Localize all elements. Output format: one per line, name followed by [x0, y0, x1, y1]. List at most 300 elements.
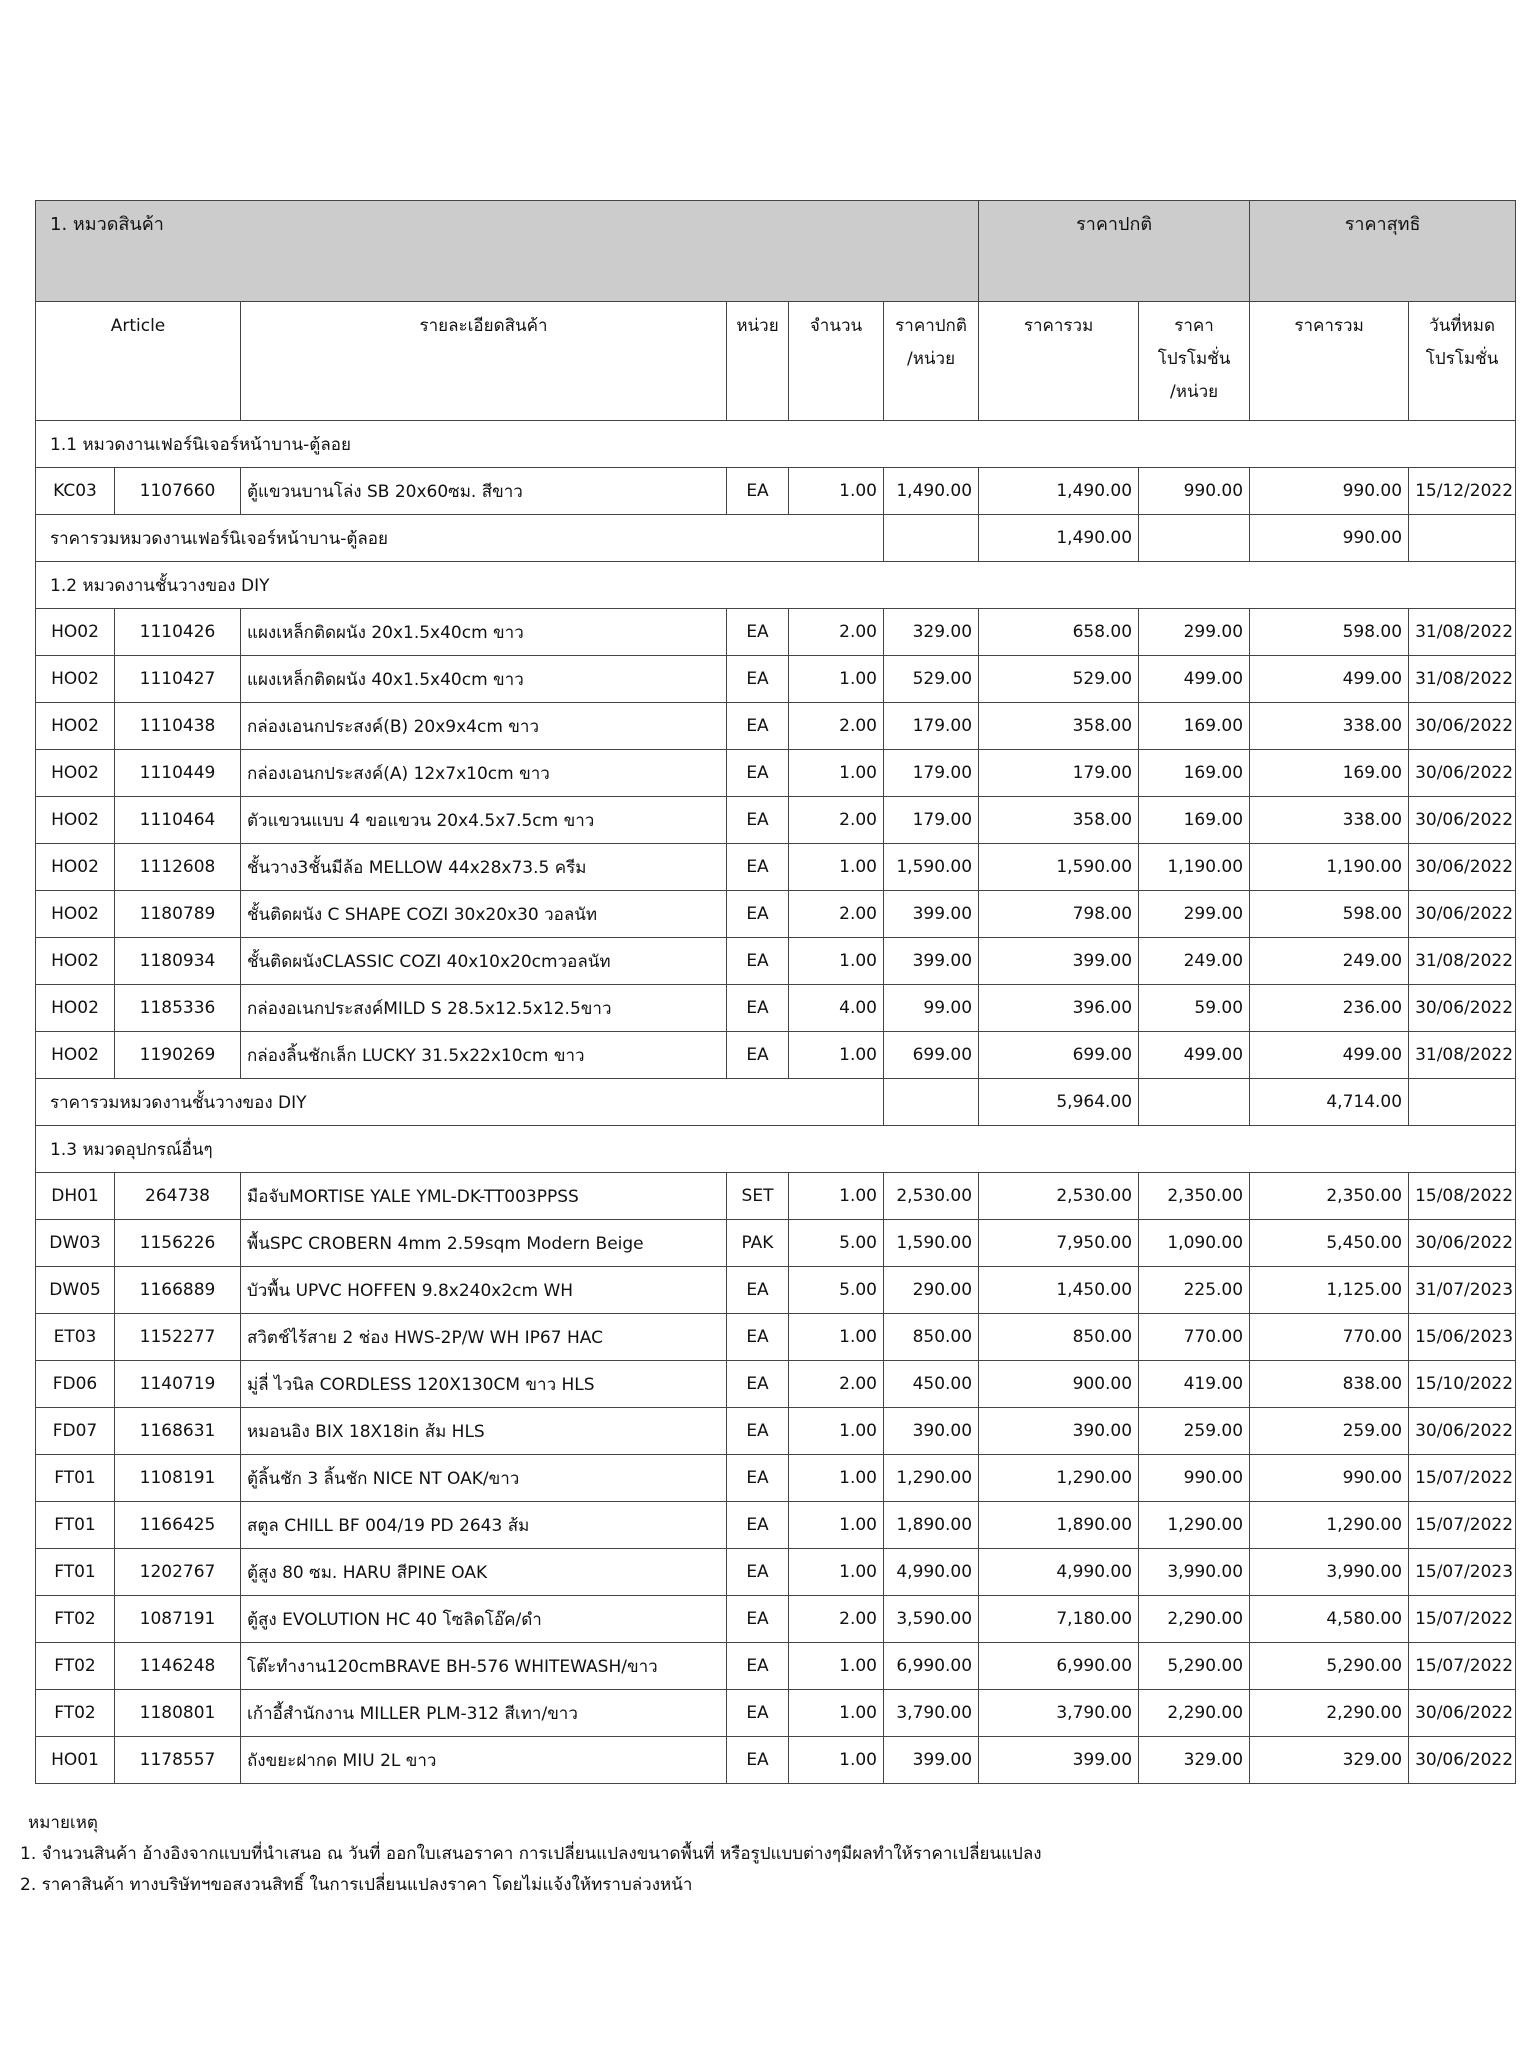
- item-promo-end: 30/06/2022: [1409, 797, 1516, 844]
- net-price-group-header: ราคาสุทธิ: [1250, 201, 1516, 302]
- item-promo-total: 4,580.00: [1250, 1596, 1409, 1643]
- item-qty: 2.00: [789, 797, 884, 844]
- item-unit-price: 179.00: [884, 750, 979, 797]
- item-promo-total: 1,290.00: [1250, 1502, 1409, 1549]
- item-description: กล่องเอนกประสงค์(B) 20x9x4cm ขาว: [241, 703, 727, 750]
- item-promo-price: 3,990.00: [1139, 1549, 1250, 1596]
- item-code: FT01: [36, 1455, 115, 1502]
- item-unit-price: 1,290.00: [884, 1455, 979, 1502]
- item-total: 2,530.00: [979, 1173, 1139, 1220]
- column-header-description: รายละเอียดสินค้า: [241, 302, 727, 421]
- item-promo-total: 598.00: [1250, 891, 1409, 938]
- table-row: [36, 1737, 1516, 1784]
- item-article: 1185336: [115, 985, 241, 1032]
- quotation-table: [35, 200, 1516, 1784]
- item-unit-price: 1,490.00: [884, 468, 979, 515]
- item-code: DW05: [36, 1267, 115, 1314]
- item-promo-price: 299.00: [1139, 891, 1250, 938]
- subtotal-promo: 990.00: [1250, 515, 1409, 562]
- item-promo-total: 5,450.00: [1250, 1220, 1409, 1267]
- item-promo-total: 2,290.00: [1250, 1690, 1409, 1737]
- item-description: โต๊ะทำงาน120cmBRAVE BH-576 WHITEWASH/ขาว: [241, 1643, 727, 1690]
- item-unit-price: 99.00: [884, 985, 979, 1032]
- note-item: 1. จำนวนสินค้า อ้างอิงจากแบบที่นำเสนอ ณ วันที่ ออกใบเสนอราคา การเปลี่ยนแปลงขนาดพื้นที่ หรือรูปแบบต่างๆมีผลทำให้ราคาเปลี่ยนแปลง: [20, 1844, 1042, 1864]
- item-code: HO02: [36, 985, 115, 1032]
- item-total: 358.00: [979, 797, 1139, 844]
- item-unit: EA: [727, 703, 789, 750]
- item-code: HO02: [36, 703, 115, 750]
- item-total: 850.00: [979, 1314, 1139, 1361]
- item-qty: 2.00: [789, 1361, 884, 1408]
- item-description: กล่องอเนกประสงค์MILD S 28.5x12.5x12.5ขาว: [241, 985, 727, 1032]
- subtotal-blank: [1409, 515, 1516, 562]
- item-unit: EA: [727, 1455, 789, 1502]
- item-code: DH01: [36, 1173, 115, 1220]
- item-description: แผงเหล็กติดผนัง 20x1.5x40cm ขาว: [241, 609, 727, 656]
- item-description: พื้นSPC CROBERN 4mm 2.59sqm Modern Beige: [241, 1220, 727, 1267]
- item-code: FT02: [36, 1643, 115, 1690]
- item-total: 1,490.00: [979, 468, 1139, 515]
- item-qty: 1.00: [789, 1690, 884, 1737]
- item-unit: SET: [727, 1173, 789, 1220]
- item-article: 1180934: [115, 938, 241, 985]
- item-promo-price: 329.00: [1139, 1737, 1250, 1784]
- item-promo-end: 31/08/2022: [1409, 938, 1516, 985]
- column-header-total: ราคารวม: [979, 302, 1139, 421]
- table-row: [36, 1361, 1516, 1408]
- item-article: 1156226: [115, 1220, 241, 1267]
- item-code: HO02: [36, 750, 115, 797]
- item-promo-price: 259.00: [1139, 1408, 1250, 1455]
- item-promo-end: 15/07/2023: [1409, 1549, 1516, 1596]
- item-promo-price: 2,290.00: [1139, 1596, 1250, 1643]
- item-qty: 1.00: [789, 1502, 884, 1549]
- item-description: ชั้นติดผนัง C SHAPE COZI 30x20x30 วอลนัท: [241, 891, 727, 938]
- item-description: กล่องลิ้นชักเล็ก LUCKY 31.5x22x10cm ขาว: [241, 1032, 727, 1079]
- item-code: FT01: [36, 1502, 115, 1549]
- item-promo-total: 2,350.00: [1250, 1173, 1409, 1220]
- column-header-promo-price: [1139, 302, 1250, 421]
- section-title: 1.1 หมวดงานเฟอร์นิเจอร์หน้าบาน-ตู้ลอย: [36, 421, 1516, 468]
- item-code: FT02: [36, 1690, 115, 1737]
- item-qty: 2.00: [789, 1596, 884, 1643]
- item-code: HO02: [36, 1032, 115, 1079]
- header-group-row: [36, 201, 1516, 302]
- item-total: 1,290.00: [979, 1455, 1139, 1502]
- item-promo-price: 770.00: [1139, 1314, 1250, 1361]
- item-promo-end: 30/06/2022: [1409, 1690, 1516, 1737]
- item-article: 1180789: [115, 891, 241, 938]
- item-description: เก้าอี้สำนักงาน MILLER PLM-312 สีเทา/ขาว: [241, 1690, 727, 1737]
- table-row: [36, 468, 1516, 515]
- table-row: [36, 1220, 1516, 1267]
- item-promo-price: 169.00: [1139, 797, 1250, 844]
- item-description: แผงเหล็กติดผนัง 40x1.5x40cm ขาว: [241, 656, 727, 703]
- item-article: 1110449: [115, 750, 241, 797]
- item-code: HO02: [36, 797, 115, 844]
- item-qty: 1.00: [789, 1314, 884, 1361]
- table-row: [36, 656, 1516, 703]
- item-unit: EA: [727, 985, 789, 1032]
- item-unit: EA: [727, 1267, 789, 1314]
- item-description: ตัวแขวนแบบ 4 ขอแขวน 20x4.5x7.5cm ขาว: [241, 797, 727, 844]
- item-description: ตู้สูง 80 ซม. HARU สีPINE OAK: [241, 1549, 727, 1596]
- table-row: [36, 1643, 1516, 1690]
- item-total: 900.00: [979, 1361, 1139, 1408]
- item-description: สตูล CHILL BF 004/19 PD 2643 ส้ม: [241, 1502, 727, 1549]
- item-article: 1108191: [115, 1455, 241, 1502]
- item-unit: EA: [727, 844, 789, 891]
- item-promo-price: 499.00: [1139, 1032, 1250, 1079]
- item-article: 264738: [115, 1173, 241, 1220]
- item-article: 1166425: [115, 1502, 241, 1549]
- item-unit-price: 2,530.00: [884, 1173, 979, 1220]
- table-row: [36, 797, 1516, 844]
- category-title: 1. หมวดสินค้า: [36, 201, 979, 302]
- column-header-promo-end-line2: โปรโมชั่น: [1425, 349, 1499, 369]
- item-qty: 1.00: [789, 468, 884, 515]
- item-code: FT02: [36, 1596, 115, 1643]
- item-unit: PAK: [727, 1220, 789, 1267]
- table-row: [36, 1549, 1516, 1596]
- item-promo-price: 1,290.00: [1139, 1502, 1250, 1549]
- table-row: [36, 1267, 1516, 1314]
- item-promo-end: 15/08/2022: [1409, 1173, 1516, 1220]
- column-header-promo-end: [1409, 302, 1516, 421]
- item-unit-price: 399.00: [884, 1737, 979, 1784]
- item-unit-price: 179.00: [884, 797, 979, 844]
- table-row: [36, 1690, 1516, 1737]
- table-row: [36, 1032, 1516, 1079]
- item-unit-price: 699.00: [884, 1032, 979, 1079]
- table-row: [36, 985, 1516, 1032]
- item-promo-price: 1,090.00: [1139, 1220, 1250, 1267]
- item-promo-price: 2,290.00: [1139, 1690, 1250, 1737]
- item-promo-price: 169.00: [1139, 703, 1250, 750]
- item-total: 396.00: [979, 985, 1139, 1032]
- item-description: สวิตช์ไร้สาย 2 ช่อง HWS-2P/W WH IP67 HAC: [241, 1314, 727, 1361]
- item-total: 798.00: [979, 891, 1139, 938]
- item-total: 399.00: [979, 1737, 1139, 1784]
- item-promo-end: 15/10/2022: [1409, 1361, 1516, 1408]
- item-unit-price: 290.00: [884, 1267, 979, 1314]
- subtotal-blank: [1139, 1079, 1250, 1126]
- item-total: 6,990.00: [979, 1643, 1139, 1690]
- item-description: ชั้นวาง3ชั้นมีล้อ MELLOW 44x28x73.5 ครีม: [241, 844, 727, 891]
- item-promo-end: 30/06/2022: [1409, 750, 1516, 797]
- section-title: 1.3 หมวดอุปกรณ์อื่นๆ: [36, 1126, 1516, 1173]
- item-promo-end: 30/06/2022: [1409, 985, 1516, 1032]
- item-code: HO02: [36, 656, 115, 703]
- section-subtotal-row: [36, 515, 1516, 562]
- item-promo-end: 30/06/2022: [1409, 1408, 1516, 1455]
- section-subtotal-row: [36, 1079, 1516, 1126]
- item-promo-end: 30/06/2022: [1409, 1737, 1516, 1784]
- note-item: 2. ราคาสินค้า ทางบริษัทฯขอสงวนสิทธิ์ ในการเปลี่ยนแปลงราคา โดยไม่แจ้งให้ทราบล่วงหน้า: [20, 1875, 693, 1895]
- table-row: [36, 609, 1516, 656]
- item-article: 1202767: [115, 1549, 241, 1596]
- item-article: 1140719: [115, 1361, 241, 1408]
- item-article: 1110426: [115, 609, 241, 656]
- column-header-row: [36, 302, 1516, 421]
- item-qty: 1.00: [789, 938, 884, 985]
- item-qty: 1.00: [789, 750, 884, 797]
- item-unit-price: 1,590.00: [884, 844, 979, 891]
- item-promo-total: 598.00: [1250, 609, 1409, 656]
- subtotal-blank: [1139, 515, 1250, 562]
- item-promo-end: 30/06/2022: [1409, 1220, 1516, 1267]
- item-total: 7,180.00: [979, 1596, 1139, 1643]
- subtotal-promo: 4,714.00: [1250, 1079, 1409, 1126]
- item-promo-end: 15/07/2022: [1409, 1502, 1516, 1549]
- item-total: 529.00: [979, 656, 1139, 703]
- item-unit-price: 3,790.00: [884, 1690, 979, 1737]
- column-header-promo-total: ราคารวม: [1250, 302, 1409, 421]
- item-promo-total: 1,125.00: [1250, 1267, 1409, 1314]
- item-article: 1110438: [115, 703, 241, 750]
- item-promo-total: 259.00: [1250, 1408, 1409, 1455]
- item-description: ตู้แขวนบานโล่ง SB 20x60ซม. สีขาว: [241, 468, 727, 515]
- subtotal-blank: [1409, 1079, 1516, 1126]
- item-qty: 1.00: [789, 1173, 884, 1220]
- item-description: มือจับMORTISE YALE YML-DK-TT003PPSS: [241, 1173, 727, 1220]
- column-header-article: Article: [36, 302, 241, 421]
- item-promo-total: 499.00: [1250, 1032, 1409, 1079]
- item-description: บัวพื้น UPVC HOFFEN 9.8x240x2cm WH: [241, 1267, 727, 1314]
- item-promo-total: 838.00: [1250, 1361, 1409, 1408]
- item-unit-price: 850.00: [884, 1314, 979, 1361]
- item-qty: 5.00: [789, 1267, 884, 1314]
- item-article: 1087191: [115, 1596, 241, 1643]
- item-promo-end: 30/06/2022: [1409, 891, 1516, 938]
- item-promo-price: 2,350.00: [1139, 1173, 1250, 1220]
- item-unit-price: 390.00: [884, 1408, 979, 1455]
- table-row: [36, 844, 1516, 891]
- subtotal-label: ราคารวมหมวดงานชั้นวางของ DIY: [36, 1079, 884, 1126]
- item-total: 699.00: [979, 1032, 1139, 1079]
- column-header-unit-price: [884, 302, 979, 421]
- item-total: 1,590.00: [979, 844, 1139, 891]
- notes-title: หมายเหตุ: [28, 1813, 98, 1833]
- item-unit-price: 329.00: [884, 609, 979, 656]
- item-description: หมอนอิง BIX 18X18in ส้ม HLS: [241, 1408, 727, 1455]
- item-unit-price: 6,990.00: [884, 1643, 979, 1690]
- item-promo-end: 31/08/2022: [1409, 609, 1516, 656]
- item-qty: 1.00: [789, 1737, 884, 1784]
- item-unit-price: 450.00: [884, 1361, 979, 1408]
- item-unit: EA: [727, 656, 789, 703]
- item-code: HO02: [36, 891, 115, 938]
- item-promo-price: 169.00: [1139, 750, 1250, 797]
- item-code: ET03: [36, 1314, 115, 1361]
- item-promo-total: 5,290.00: [1250, 1643, 1409, 1690]
- item-total: 399.00: [979, 938, 1139, 985]
- item-qty: 5.00: [789, 1220, 884, 1267]
- item-unit-price: 1,890.00: [884, 1502, 979, 1549]
- item-promo-total: 338.00: [1250, 703, 1409, 750]
- table-row: [36, 750, 1516, 797]
- item-description: ชั้นติดผนังCLASSIC COZI 40x10x20cmวอลนัท: [241, 938, 727, 985]
- item-qty: 1.00: [789, 844, 884, 891]
- column-header-unit-price-line1: ราคาปกติ: [895, 316, 967, 336]
- item-qty: 1.00: [789, 1455, 884, 1502]
- item-qty: 2.00: [789, 891, 884, 938]
- item-promo-end: 31/07/2023: [1409, 1267, 1516, 1314]
- item-promo-end: 30/06/2022: [1409, 703, 1516, 750]
- item-code: KC03: [36, 468, 115, 515]
- item-promo-total: 1,190.00: [1250, 844, 1409, 891]
- item-promo-price: 990.00: [1139, 1455, 1250, 1502]
- item-unit-price: 179.00: [884, 703, 979, 750]
- table-row: [36, 1173, 1516, 1220]
- item-total: 1,890.00: [979, 1502, 1139, 1549]
- item-promo-price: 249.00: [1139, 938, 1250, 985]
- item-unit-price: 399.00: [884, 891, 979, 938]
- item-qty: 1.00: [789, 1549, 884, 1596]
- column-header-promo-end-line1: วันที่หมด: [1429, 316, 1495, 336]
- item-total: 1,450.00: [979, 1267, 1139, 1314]
- item-qty: 1.00: [789, 1408, 884, 1455]
- item-promo-price: 5,290.00: [1139, 1643, 1250, 1690]
- item-article: 1168631: [115, 1408, 241, 1455]
- subtotal-normal: 1,490.00: [979, 515, 1139, 562]
- item-unit: EA: [727, 797, 789, 844]
- item-promo-total: 236.00: [1250, 985, 1409, 1032]
- subtotal-blank: [884, 515, 979, 562]
- item-promo-total: 770.00: [1250, 1314, 1409, 1361]
- item-unit: EA: [727, 938, 789, 985]
- item-qty: 1.00: [789, 1643, 884, 1690]
- item-unit-price: 1,590.00: [884, 1220, 979, 1267]
- item-unit: EA: [727, 1032, 789, 1079]
- item-description: มู่ลี่ ไวนิล CORDLESS 120X130CM ขาว HLS: [241, 1361, 727, 1408]
- item-unit: EA: [727, 1361, 789, 1408]
- item-unit: EA: [727, 1549, 789, 1596]
- item-total: 4,990.00: [979, 1549, 1139, 1596]
- item-promo-price: 499.00: [1139, 656, 1250, 703]
- column-header-promo-price-line3: /หน่วย: [1170, 382, 1219, 402]
- column-header-qty: จำนวน: [789, 302, 884, 421]
- item-promo-end: 15/06/2023: [1409, 1314, 1516, 1361]
- item-code: FD07: [36, 1408, 115, 1455]
- item-promo-total: 249.00: [1250, 938, 1409, 985]
- item-promo-total: 990.00: [1250, 468, 1409, 515]
- item-promo-total: 3,990.00: [1250, 1549, 1409, 1596]
- subtotal-blank: [884, 1079, 979, 1126]
- item-unit: EA: [727, 1502, 789, 1549]
- item-description: กล่องเอนกประสงค์(A) 12x7x10cm ขาว: [241, 750, 727, 797]
- item-promo-price: 225.00: [1139, 1267, 1250, 1314]
- table-row: [36, 938, 1516, 985]
- table-row: [36, 1455, 1516, 1502]
- table-row: [36, 1596, 1516, 1643]
- notes-block: [20, 1808, 1510, 1901]
- item-promo-end: 31/08/2022: [1409, 656, 1516, 703]
- item-total: 358.00: [979, 703, 1139, 750]
- item-qty: 1.00: [789, 656, 884, 703]
- item-qty: 2.00: [789, 703, 884, 750]
- item-unit: EA: [727, 750, 789, 797]
- item-total: 7,950.00: [979, 1220, 1139, 1267]
- item-promo-end: 30/06/2022: [1409, 844, 1516, 891]
- item-article: 1190269: [115, 1032, 241, 1079]
- column-header-promo-price-line2: โปรโมชั่น: [1157, 349, 1231, 369]
- table-row: [36, 1502, 1516, 1549]
- item-promo-end: 15/07/2022: [1409, 1596, 1516, 1643]
- item-article: 1180801: [115, 1690, 241, 1737]
- column-header-unit: หน่วย: [727, 302, 789, 421]
- item-promo-price: 1,190.00: [1139, 844, 1250, 891]
- item-promo-price: 299.00: [1139, 609, 1250, 656]
- item-promo-price: 419.00: [1139, 1361, 1250, 1408]
- normal-price-group-header: ราคาปกติ: [979, 201, 1250, 302]
- item-promo-end: 31/08/2022: [1409, 1032, 1516, 1079]
- table-row: [36, 703, 1516, 750]
- subtotal-label: ราคารวมหมวดงานเฟอร์นิเจอร์หน้าบาน-ตู้ลอย: [36, 515, 884, 562]
- item-unit-price: 4,990.00: [884, 1549, 979, 1596]
- item-unit-price: 529.00: [884, 656, 979, 703]
- item-promo-price: 990.00: [1139, 468, 1250, 515]
- item-unit: EA: [727, 1690, 789, 1737]
- item-unit: EA: [727, 891, 789, 938]
- item-total: 179.00: [979, 750, 1139, 797]
- item-description: ถังขยะฝากด MIU 2L ขาว: [241, 1737, 727, 1784]
- item-unit: EA: [727, 1408, 789, 1455]
- item-total: 390.00: [979, 1408, 1139, 1455]
- item-promo-price: 59.00: [1139, 985, 1250, 1032]
- item-total: 3,790.00: [979, 1690, 1139, 1737]
- item-qty: 1.00: [789, 1032, 884, 1079]
- item-article: 1112608: [115, 844, 241, 891]
- item-unit: EA: [727, 1596, 789, 1643]
- item-unit-price: 3,590.00: [884, 1596, 979, 1643]
- item-qty: 4.00: [789, 985, 884, 1032]
- item-total: 658.00: [979, 609, 1139, 656]
- item-promo-end: 15/12/2022: [1409, 468, 1516, 515]
- table-row: [36, 1314, 1516, 1361]
- item-promo-total: 329.00: [1250, 1737, 1409, 1784]
- item-article: 1166889: [115, 1267, 241, 1314]
- item-article: 1110464: [115, 797, 241, 844]
- item-article: 1110427: [115, 656, 241, 703]
- item-unit: EA: [727, 1737, 789, 1784]
- item-promo-total: 499.00: [1250, 656, 1409, 703]
- item-qty: 2.00: [789, 609, 884, 656]
- section-title: 1.2 หมวดงานชั้นวางของ DIY: [36, 562, 1516, 609]
- table-row: [36, 1408, 1516, 1455]
- item-unit: EA: [727, 1314, 789, 1361]
- item-article: 1178557: [115, 1737, 241, 1784]
- subtotal-normal: 5,964.00: [979, 1079, 1139, 1126]
- item-code: FT01: [36, 1549, 115, 1596]
- section-header-row: [36, 1126, 1516, 1173]
- item-description: ตู้สูง EVOLUTION HC 40 โซลิดโอ๊ค/ดำ: [241, 1596, 727, 1643]
- section-header-row: [36, 421, 1516, 468]
- item-promo-end: 15/07/2022: [1409, 1455, 1516, 1502]
- item-code: HO02: [36, 844, 115, 891]
- item-description: ตู้ลิ้นชัก 3 ลิ้นชัก NICE NT OAK/ขาว: [241, 1455, 727, 1502]
- item-unit: EA: [727, 1643, 789, 1690]
- item-code: HO02: [36, 938, 115, 985]
- item-code: HO02: [36, 609, 115, 656]
- table-row: [36, 891, 1516, 938]
- column-header-unit-price-line2: /หน่วย: [907, 349, 956, 369]
- item-promo-total: 338.00: [1250, 797, 1409, 844]
- item-code: HO01: [36, 1737, 115, 1784]
- item-article: 1152277: [115, 1314, 241, 1361]
- item-article: 1146248: [115, 1643, 241, 1690]
- item-promo-total: 990.00: [1250, 1455, 1409, 1502]
